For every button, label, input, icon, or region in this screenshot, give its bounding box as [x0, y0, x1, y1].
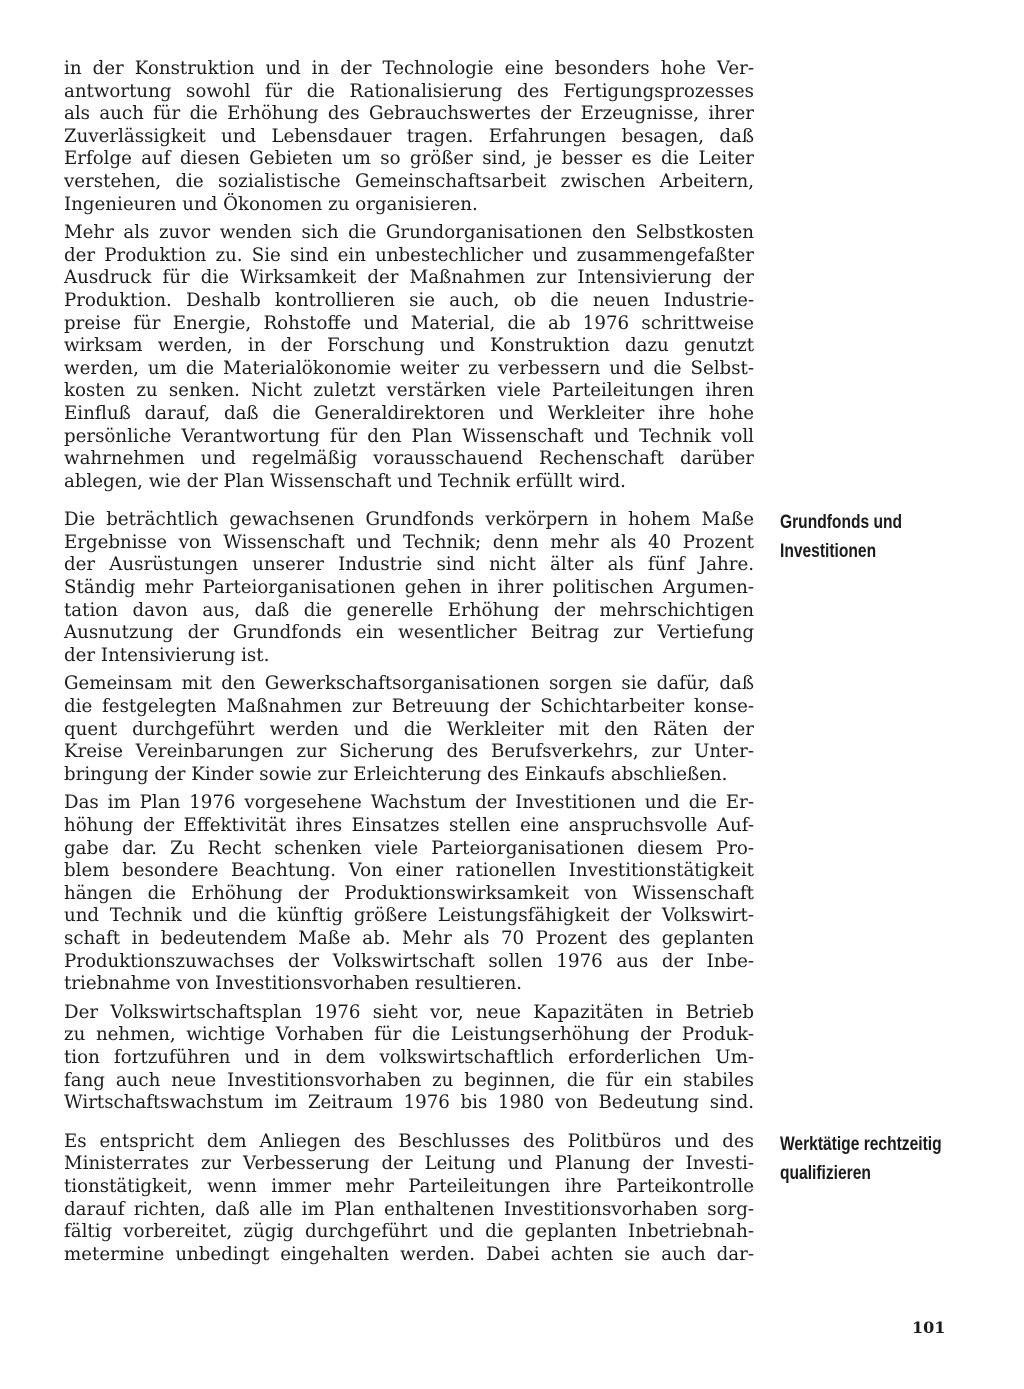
text-line: Ausdruck für die Wirksamkeit der Maßnahmen zur Intensivierung der [64, 267, 754, 289]
text-line: Ständig mehr Parteiorganisationen gehen in ihrer politischen Argumen- [64, 577, 754, 599]
text-line: Die beträchtlich gewachsenen Grundfonds verkörpern in hohem Maße [64, 509, 754, 531]
page-number: 101 [912, 1318, 946, 1337]
text-line: metermine unbedingt eingehalten werden. Dabei achten sie auch dar- [64, 1243, 754, 1265]
text-line: Ingenieuren und Ökonomen zu organisieren. [64, 193, 478, 215]
paragraph-6 [64, 1002, 754, 1115]
paragraph-3 [64, 509, 754, 667]
text-line: werden, um die Materialökonomie weiter zu verbessern und die Selbst- [64, 357, 754, 379]
text-line: gabe dar. Zu Recht schenken viele Parteiorganisationen diesem Pro- [64, 837, 754, 859]
text-line: fang auch neue Investitionsvorhaben zu beginnen, die für ein stabiles [64, 1069, 754, 1091]
text-line: Erfolge auf diesen Gebieten um so größer sind, je besser es die Leiter [64, 148, 754, 170]
text-line: wirksam werden, in der Forschung und Konstruktion dazu genutzt [64, 335, 754, 357]
text-line: Zuverlässigkeit und Lebensdauer tragen. Erfahrungen besagen, daß [64, 125, 754, 147]
paragraph-1 [64, 58, 754, 216]
text-line: zu nehmen, wichtige Vorhaben für die Leistungserhöhung der Produk- [64, 1024, 754, 1046]
margin-heading-line: Grundfonds und [780, 512, 903, 533]
text-line: Einfluß darauf, daß die Generaldirektoren und Werkleiter ihre hohe [64, 402, 754, 424]
text-line: fältig vorbereitet, zügig durchgeführt und die geplanten Inbetriebnah- [64, 1221, 754, 1243]
text-line: persönliche Verantwortung für den Plan Wissenschaft und Technik voll [64, 425, 754, 447]
margin-heading-grundfonds [780, 508, 960, 566]
margin-heading-werktaetige [780, 1130, 960, 1188]
text-line: der Intensivierung ist. [64, 644, 270, 666]
text-line: schaft in bedeutendem Maße ab. Mehr als 70 Prozent des geplanten [64, 927, 754, 949]
text-line: ablegen, wie der Plan Wissenschaft und Technik erfüllt wird. [64, 470, 626, 492]
text-line: Ergebnisse von Wissenschaft und Technik; denn mehr als 40 Prozent [64, 531, 754, 553]
text-line: Produktionszuwachses der Volkswirtschaft sollen 1976 aus der Inbe- [64, 950, 754, 972]
body-text-column [64, 58, 754, 1266]
text-line: Kreise Vereinbarungen zur Sicherung des Berufsverkehrs, zur Unter- [64, 741, 754, 763]
text-line: verstehen, die sozialistische Gemeinschaftsarbeit zwischen Arbeitern, [64, 170, 754, 192]
text-line: Das im Plan 1976 vorgesehene Wachstum der Investitionen und die Er- [64, 792, 754, 814]
text-line: in der Konstruktion und in der Technologie eine besonders hohe Ver- [64, 58, 754, 79]
text-line: tion fortzuführen und in dem volkswirtschaftlich erforderlichen Um- [64, 1046, 754, 1068]
text-line: Ministerrates zur Verbesserung der Leitung und Planung der Investi- [64, 1153, 754, 1175]
text-line: Es entspricht dem Anliegen des Beschlusses des Politbüros und des [64, 1130, 754, 1152]
text-line: darauf richten, daß alle im Plan enthaltenen Investitionsvorhaben sorg- [64, 1198, 754, 1220]
text-line: höhung der Effektivität ihres Einsatzes stellen eine anspruchsvolle Auf- [64, 815, 754, 836]
text-line: wahrnehmen und regelmäßig vorausschauend Rechenschaft darüber [64, 448, 754, 470]
text-line: preise für Energie, Rohstoffe und Material, die ab 1976 schrittweise [64, 312, 754, 334]
text-line: Der Volkswirtschaftsplan 1976 sieht vor, neue Kapazitäten in Betrieb [64, 1001, 754, 1023]
text-line: Mehr als zuvor wenden sich die Grundorganisationen den Selbstkosten [64, 222, 754, 244]
text-line: der Ausrüstungen unserer Industrie sind nicht älter als fünf Jahre. [64, 554, 754, 576]
margin-heading-line: qualifizieren [780, 1163, 871, 1184]
paragraph-2 [64, 222, 754, 493]
text-line: Gemeinsam mit den Gewerkschaftsorganisationen sorgen sie dafür, daß [64, 673, 754, 695]
text-line: quent durchgeführt werden und die Werkleiter mit den Räten der [64, 718, 754, 740]
text-line: blem besondere Beachtung. Von einer rationellen Investitionstätigkeit [64, 860, 754, 882]
margin-heading-line: Werktätige rechtzeitig [780, 1134, 942, 1155]
text-line: hängen die Erhöhung der Produktionswirksamkeit von Wissenschaft [64, 882, 754, 904]
text-line: Wirtschaftswachstum im Zeitraum 1976 bis 1980 von Bedeutung sind. [64, 1092, 754, 1114]
paragraph-7 [64, 1131, 754, 1267]
text-line: tionstätigkeit, wenn immer mehr Parteileitungen ihre Parteikontrolle [64, 1175, 754, 1197]
paragraph-5 [64, 792, 754, 995]
text-line: und Technik und die künftig größere Leistungsfähigkeit der Volkswirt- [64, 905, 754, 927]
text-line: kosten zu senken. Nicht zuletzt verstärken viele Parteileitungen ihren [64, 380, 754, 402]
text-line: die festgelegten Maßnahmen zur Betreuung der Schichtarbeiter konse- [64, 696, 754, 718]
text-line: bringung der Kinder sowie zur Erleichterung des Einkaufs abschließen. [64, 763, 728, 785]
text-line: tation davon aus, daß die generelle Erhöhung der mehrschichtigen [64, 599, 754, 621]
text-line: der Produktion zu. Sie sind ein unbestechlicher und zusammengefaßter [64, 244, 754, 266]
text-line: Produktion. Deshalb kontrollieren sie auch, ob die neuen Industrie- [64, 289, 754, 311]
text-line: triebnahme von Investitionsvorhaben resultieren. [64, 973, 523, 995]
text-line: Ausnutzung der Grundfonds ein wesentlicher Beitrag zur Vertiefung [64, 622, 754, 644]
text-line: als auch für die Erhöhung des Gebrauchswertes der Erzeugnisse, ihrer [64, 103, 754, 125]
text-line: antwortung sowohl für die Rationalisierung des Fertigungsprozesses [64, 80, 754, 102]
paragraph-4 [64, 673, 754, 786]
margin-heading-line: Investitionen [780, 541, 877, 562]
